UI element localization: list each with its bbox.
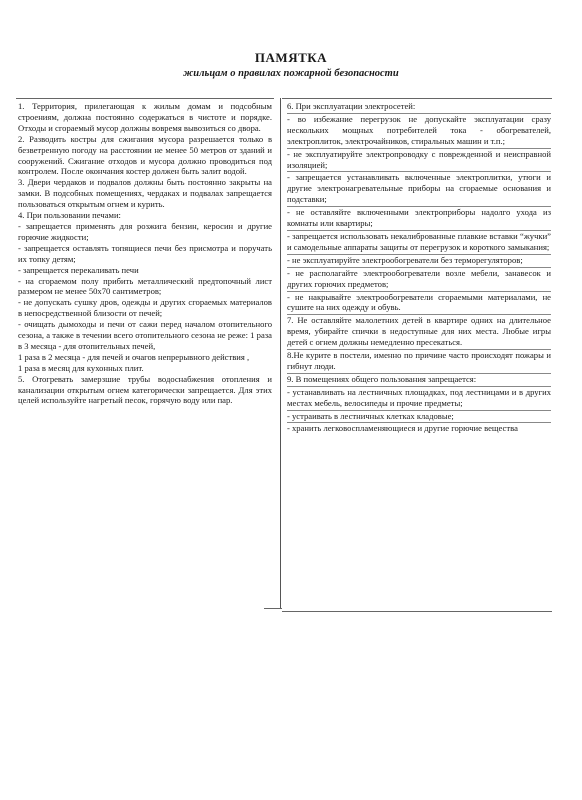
- column-divider: [280, 98, 281, 608]
- paragraph: - запрещается устанавливать включенные электроплитки, утюги и другие электронагревательные приборы на сгораемые основания и подставки;: [287, 172, 551, 207]
- paragraph: - не накрывайте электрообогреватели сгораемыми материалами, не сушите на них одежду и обувь.: [287, 292, 551, 316]
- paragraph: - во избежание перегрузок не допускайте эксплуатации сразу нескольких мощных потребителей тока - обогревателей, электроплиток, электрочайников, стиральных машин и т.п.;: [287, 114, 551, 149]
- paragraph: - устанавливать на лестничных площадках, под лестницами и в других местах мебель, велосипеды и прочие предметы;: [287, 387, 551, 411]
- paragraph: 7. Не оставляйте малолетних детей в квартире одних на длительное время, убирайте спички в недоступные для них места. Любые игры детей с огнем должны немедленно пресекаться.: [287, 315, 551, 350]
- frame-bottom-connector: [264, 608, 282, 609]
- left-column: [18, 101, 272, 406]
- paragraph: - на сгораемом полу прибить металлический предтопочный лист размером не менее 50х70 сантиметров;: [18, 275, 272, 297]
- document-subtitle: жильцам о правилах пожарной безопасности: [183, 68, 399, 79]
- paragraph: - не эксплуатируйте электропроводку с поврежденной и неисправной изоляцией;: [287, 149, 551, 173]
- paragraph: - запрещается оставлять топящиеся печи без присмотра и поручать их топку детям;: [18, 242, 272, 264]
- paragraph: - устраивать в лестничных клетках кладовые;: [287, 411, 551, 424]
- document-title: ПАМЯТКА: [254, 50, 328, 65]
- paragraph: 1 раза в месяц для кухонных плит.: [18, 362, 144, 373]
- paragraph: - запрещается применять для розжига бензин, керосин и другие горючие жидкости;: [18, 220, 272, 242]
- paragraph: 1 раза в 2 месяца - для печей и очагов непрерывного действия ,: [18, 351, 250, 362]
- paragraph: - не допускать сушку дров, одежды и других сгораемых материалов в непосредственной близости от печей;: [18, 297, 272, 319]
- right-frame-bottom: [282, 611, 552, 612]
- paragraph: 3. Двери чердаков и подвалов должны быть постоянно закрыты на замки. В подсобных помещениях, чердаках и подвалах запрещается пользоваться открытым огнем и курить.: [18, 177, 272, 210]
- paragraph: - не оставляйте включенными электроприборы надолго ухода из комнаты или квартиры;: [287, 207, 551, 231]
- paragraph: - очищать дымоходы и печи от сажи перед началом отопительного сезона, а также в течении всего отопительного сезона не реже: 1 раза в 3 месяца - для отопительных печей,: [18, 319, 272, 351]
- paragraph: - хранить легковоспламеняющиеся и другие горючие вещества: [287, 423, 518, 434]
- paragraph: 2. Разводить костры для сжигания мусора разрешается только в безветренную погоду на расстоянии не менее 50 метров от зданий и сооружений. Сжигание отходов и мусора должно проводиться под контролем. После окончания костер должен быть залит водой.: [18, 133, 272, 177]
- paragraph: - не располагайте электрообогреватели возле мебели, занавесок и других горючих предметов;: [287, 268, 551, 292]
- paragraph: - запрещается перекаливать печи: [18, 264, 139, 275]
- paragraph: 1. Территория, прилегающая к жилым домам и подсобным строениям, должна постоянно содержаться в чистоте и порядке. Отходы и сгораемый мусор должны вовремя вывозиться со двора.: [18, 101, 272, 133]
- paragraph: 8.Не курите в постели, именно по причине часто происходят пожары и гибнут люди.: [287, 350, 551, 374]
- right-column: [287, 101, 551, 435]
- paragraph: 6. При эксплуатации электросетей:: [287, 101, 551, 114]
- paragraph: 9. В помещениях общего пользования запрещается:: [287, 374, 551, 387]
- paragraph: - запрещается использовать некалиброванные плавкие вставки “жучки” и самодельные аппараты защиты от перегрузок и короткого замыкания;: [287, 231, 551, 255]
- paragraph: 5. Отогревать замерзшие трубы водоснабжения отопления и канализации открытым огнем категорически запрещается. Для этих целей используйте нагретый песок, горячую воду или пар.: [18, 373, 272, 406]
- paragraph: 4. При пользовании печами:: [18, 210, 121, 221]
- paragraph: - не эксплуатируйте электрообогреватели без терморегуляторов;: [287, 255, 551, 268]
